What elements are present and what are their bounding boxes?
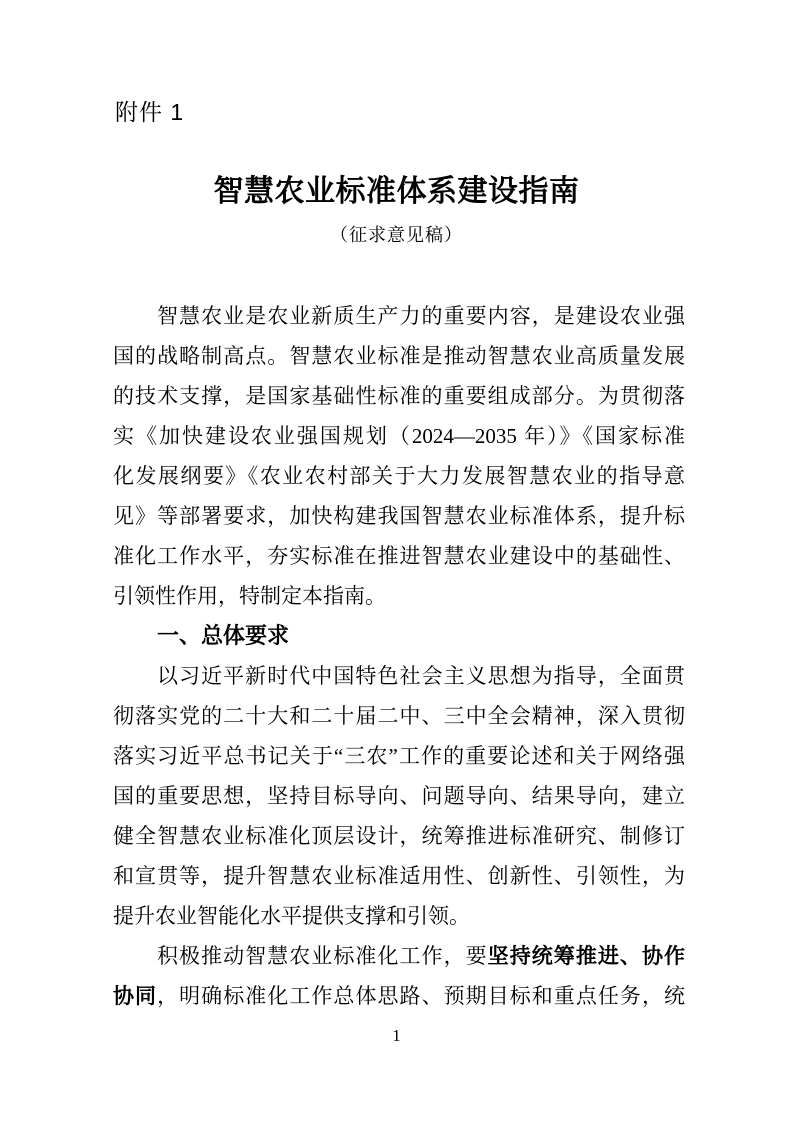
- paragraph-line: 提升农业智能化水平提供支撑和引领。: [113, 904, 470, 928]
- page-number: 1: [392, 1026, 401, 1045]
- paragraph-line: [113, 936, 685, 976]
- paragraph-segment: ，明确标准化工作总体思路、预期目标和重点任务，统: [157, 984, 686, 1008]
- paragraph-line: 健全智慧农业标准化顶层设计，统筹推进标准研究、制修订: [113, 824, 685, 848]
- document-subtitle: （征求意见稿）: [330, 225, 463, 245]
- paragraph-line: 化发展纲要》《农业农村部关于大力发展智慧农业的指导意: [113, 464, 685, 488]
- paragraph-segment: 积极推动智慧农业标准化工作，要: [157, 944, 488, 968]
- paragraph-segment-bold: 协同: [113, 984, 158, 1008]
- paragraph-segment-bold: 坚持统筹推进、协作: [487, 944, 686, 968]
- paragraph-line: 彻落实党的二十大和二十届二中、三中全会精神，深入贯彻: [113, 704, 685, 728]
- paragraph-line: 准化工作水平，夯实标准在推进智慧农业建设中的基础性、: [113, 544, 685, 568]
- paragraph-line: 的技术支撑，是国家基础性标准的重要组成部分。为贯彻落: [113, 384, 685, 408]
- paragraph-line: 和宣贯等，提升智慧农业标准适用性、创新性、引领性，为: [113, 864, 685, 888]
- paragraph-line: [113, 976, 685, 1016]
- paragraph-line: 以习近平新时代中国特色社会主义思想为指导，全面贯: [157, 664, 685, 688]
- attachment-label: 附件 1: [115, 99, 185, 125]
- paragraph-line: 智慧农业是农业新质生产力的重要内容，是建设农业强: [157, 304, 685, 328]
- document-body: [113, 296, 685, 1016]
- paragraph-line: 实《加快建设农业强国规划（2024—2035 年）》《国家标准: [113, 424, 685, 448]
- paragraph-line: 引领性作用，特制定本指南。: [113, 584, 386, 608]
- document-title: 智慧农业标准体系建设指南: [213, 175, 580, 208]
- paragraph-line: 落实习近平总书记关于“三农”工作的重要论述和关于网络强: [113, 744, 685, 768]
- paragraph-line: 国的重要思想，坚持目标导向、问题导向、结果导向，建立: [113, 784, 685, 808]
- paragraph-line: 国的战略制高点。智慧农业标准是推动智慧农业高质量发展: [113, 344, 685, 368]
- section-heading: 一、总体要求: [157, 623, 290, 648]
- paragraph-line: 见》等部署要求，加快构建我国智慧农业标准体系，提升标: [113, 504, 685, 528]
